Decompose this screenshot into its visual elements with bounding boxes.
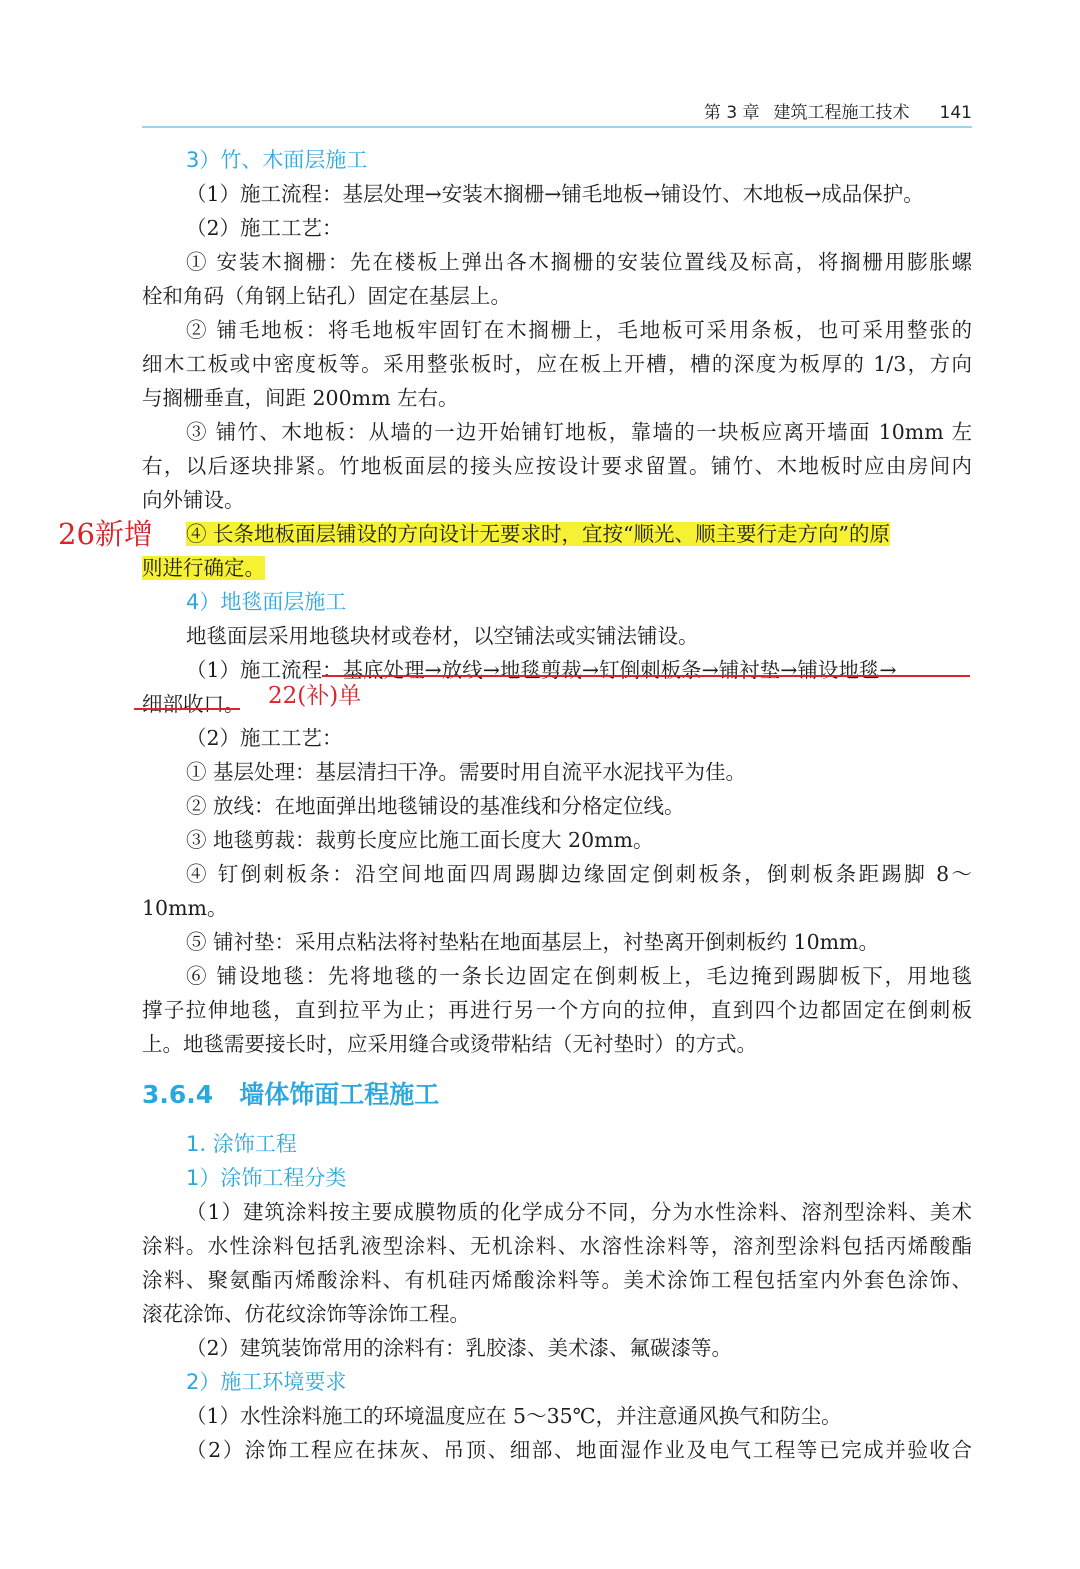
section-title: 墙体饰面工程施工 bbox=[239, 1080, 440, 1109]
handwritten-annotation-supplement: 22(补)单 bbox=[268, 683, 362, 709]
highlighted-text: ④ 长条地板面层铺设的方向设计无要求时，宜按“顺光、顺主要行走方向”的原 bbox=[186, 522, 890, 546]
paragraph-text: ③ 地毯剪裁：裁剪长度应比施工面长度大 20mm。 bbox=[186, 828, 654, 852]
paragraph-text: 滚花涂饰、仿花纹涂饰等涂饰工程。 bbox=[142, 1302, 470, 1326]
paragraph-text: （1）施工流程：基底处理→放线→地毯剪裁→钉倒刺板条→铺衬垫→铺设地毯→ bbox=[186, 658, 897, 682]
paragraph-text: ⑤ 铺衬垫：采用点粘法将衬垫粘在地面基层上，衬垫离开倒刺板约 10mm。 bbox=[186, 930, 879, 954]
paragraph-text: （2）施工工艺： bbox=[186, 726, 343, 750]
handwritten-annotation-new: 26新增 bbox=[58, 517, 153, 551]
subheading-carpet: 4）地毯面层施工 bbox=[186, 590, 347, 614]
paragraph-text: 向外铺设。 bbox=[142, 488, 245, 512]
paragraph-text: （1）水性涂料施工的环境温度应在 5～35℃，并注意通风换气和防尘。 bbox=[186, 1404, 842, 1428]
paragraph-text: ② 放线：在地面弹出地毯铺设的基准线和分格定位线。 bbox=[186, 794, 685, 818]
paragraph-text: 上。地毯需要接长时，应采用缝合或烫带粘结（无衬垫时）的方式。 bbox=[142, 1032, 757, 1056]
paragraph-text: 10mm。 bbox=[142, 896, 228, 920]
paragraph-text: （2）涂饰工程应在抹灰、吊顶、细部、地面湿作业及电气工程等已完成并验收合 bbox=[186, 1438, 972, 1462]
paragraph-text: 撑子拉伸地毯，直到拉平为止；再进行另一个方向的拉伸，直到四个边都固定在倒刺板 bbox=[142, 998, 972, 1022]
highlighted-paragraph bbox=[142, 551, 972, 585]
paragraph-text: 细部收口。 bbox=[142, 692, 245, 716]
page-number: 141 bbox=[939, 103, 972, 123]
highlighted-paragraph bbox=[186, 517, 972, 551]
highlighted-text: 则进行确定。 bbox=[142, 556, 265, 580]
running-header bbox=[142, 98, 972, 128]
header-text bbox=[690, 98, 972, 123]
paragraph-text: 细木工板或中密度板等。采用整张板时，应在板上开槽，槽的深度为板厚的 1/3，方向 bbox=[142, 352, 972, 376]
subheading-coating: 1. 涂饰工程 bbox=[186, 1132, 297, 1156]
paragraph-text: 与搁栅垂直，间距 200mm 左右。 bbox=[142, 386, 459, 410]
paragraph-text: （2）建筑装饰常用的涂料有：乳胶漆、美术漆、氟碳漆等。 bbox=[186, 1336, 733, 1360]
paragraph-text: ② 铺毛地板：将毛地板牢固钉在木搁栅上，毛地板可采用条板，也可采用整张的 bbox=[186, 318, 972, 342]
paragraph-text: （1）施工流程：基层处理→安装木搁栅→铺毛地板→铺设竹、木地板→成品保护。 bbox=[186, 182, 924, 206]
paragraph-text: 右，以后逐块排紧。竹地板面层的接头应按设计要求留置。铺竹、木地板时应由房间内 bbox=[142, 454, 972, 478]
paragraph-text: ④ 钉倒刺板条：沿空间地面四周踢脚边缘固定倒刺板条，倒刺板条距踢脚 8～ bbox=[186, 862, 972, 886]
section-number: 3.6.4 bbox=[142, 1080, 214, 1109]
subheading-environment: 2）施工环境要求 bbox=[186, 1370, 347, 1394]
annotation-strikethrough bbox=[322, 675, 970, 677]
paragraph-text: 涂料、聚氨酯丙烯酸涂料、有机硅丙烯酸涂料等。美术涂饰工程包括室内外套色涂饰、 bbox=[142, 1268, 972, 1292]
chapter-label: 第 3 章 bbox=[703, 103, 760, 123]
subheading-coating-types: 1）涂饰工程分类 bbox=[186, 1166, 347, 1190]
paragraph-text: ① 基层处理：基层清扫干净。需要时用自流平水泥找平为佳。 bbox=[186, 760, 747, 784]
paragraph-text: ③ 铺竹、木地板：从墙的一边开始铺钉地板，靠墙的一块板应离开墙面 10mm 左 bbox=[186, 420, 972, 444]
subheading-bamboo-wood: 3）竹、木面层施工 bbox=[186, 148, 368, 172]
paragraph-text: （1）建筑涂料按主要成膜物质的化学成分不同，分为水性涂料、溶剂型涂料、美术 bbox=[186, 1200, 972, 1224]
annotation-strikethrough bbox=[134, 708, 240, 710]
paragraph-text: 涂料。水性涂料包括乳液型涂料、无机涂料、水溶性涂料等，溶剂型涂料包括丙烯酸酯 bbox=[142, 1234, 972, 1258]
paragraph-text: ① 安装木搁栅：先在楼板上弹出各木搁栅的安装位置线及标高，将搁栅用膨胀螺 bbox=[186, 250, 972, 274]
paragraph-text: 地毯面层采用地毯块材或卷材，以空铺法或实铺法铺设。 bbox=[186, 624, 699, 648]
chapter-title: 建筑工程施工技术 bbox=[773, 103, 910, 123]
paragraph-text: （2）施工工艺： bbox=[186, 216, 343, 240]
section-heading bbox=[142, 1075, 439, 1115]
paragraph-text: 栓和角码（角钢上钻孔）固定在基层上。 bbox=[142, 284, 511, 308]
paragraph-text: ⑥ 铺设地毯：先将地毯的一条长边固定在倒刺板上，毛边掩到踢脚板下，用地毯 bbox=[186, 964, 972, 988]
